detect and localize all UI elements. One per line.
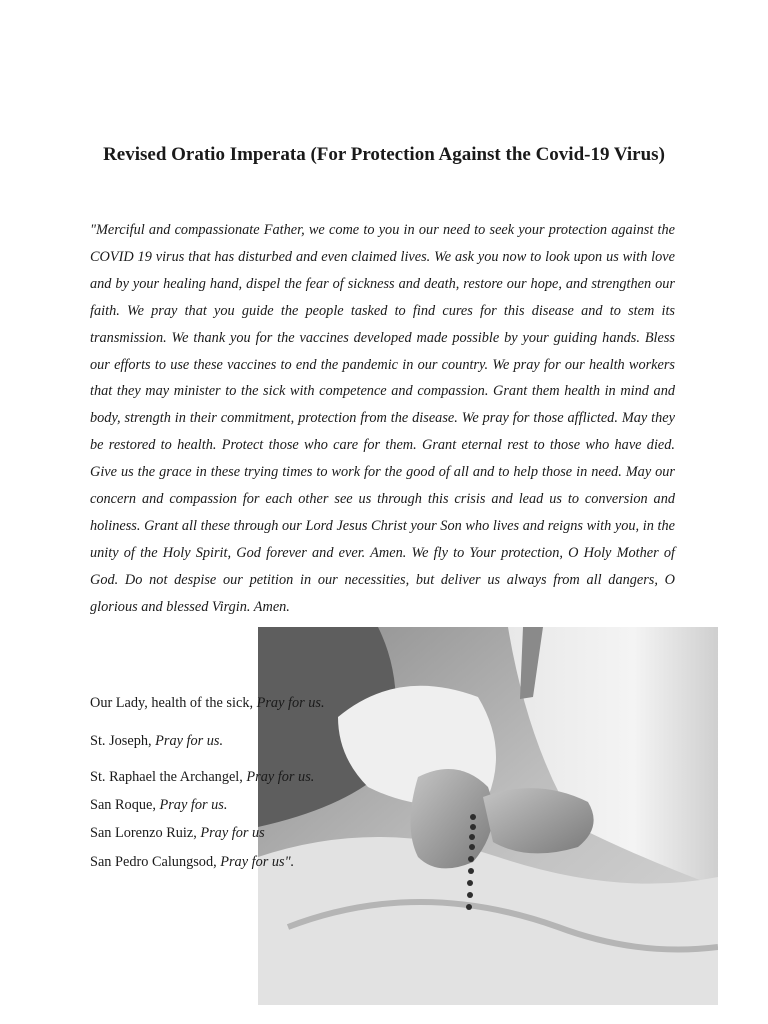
invocation-line [90,695,325,712]
invocation-line [90,854,294,871]
invocation-name: San Pedro Calungsod, [90,854,217,870]
invocation-name: Our Lady, health of the sick, [90,695,254,711]
document-title: Revised Oratio Imperata (For Protection Against the Covid-19 Virus) [103,144,665,165]
invocation-line [90,769,314,786]
invocation-name: St. Joseph, [90,733,152,749]
invocation-line [90,733,223,750]
hands-holding-rosary-photo [258,627,718,1005]
invocation-response: Pray for us. [253,695,325,711]
invocation-response: Pray for us. [242,769,315,785]
invocation-response: Pray for us. [155,797,228,813]
invocation-line [90,825,265,842]
invocation-line [90,797,227,814]
invocation-name: St. Raphael the Archangel, [90,769,243,785]
invocation-name: San Lorenzo Ruiz, [90,825,197,841]
invocation-response: Pray for us. [151,733,224,749]
prayer-text: "Merciful and compassionate Father, we come to you in our need to seek your protection against the COVID 19 virus that has disturbed and even claimed lives. We ask you now to look upon us with love and by your healing hand, dispel the fear of sickness and death, restore our hope, and strengthen our faith. We pray that you guide the people tasked to find cures for this disease and to stem its transmission. We thank you for the vaccines developed made possible by your guiding hands. Bless our efforts to use these vaccines to end the pandemic in our country. We pray for our health workers that they may minister to the sick with competence and compassion. Grant them health in mind and body, strength in their commitment, protection from the disease. We pray for those afflicted. May they be restored to health. Protect those who care for them. Grant eternal rest to those who have died. Give us the grace in these trying times to work for the good of all and to help those in need. May our concern and compassion for each other see us through this crisis and lead us to conversion and holiness. Grant all these through our Lord Jesus Christ your Son who lives and reigns with you, in the unity of the Holy Spirit, God forever and ever. Amen. We fly to Your protection, O Holy Mother of God. Do not despise our petition in our necessities, but deliver us always from all dangers, O glorious and blessed Virgin. Amen. [90,222,675,615]
invocation-response: Pray for us [196,825,265,841]
invocation-name: San Roque, [90,797,156,813]
invocation-response: Pray for us". [216,854,295,870]
